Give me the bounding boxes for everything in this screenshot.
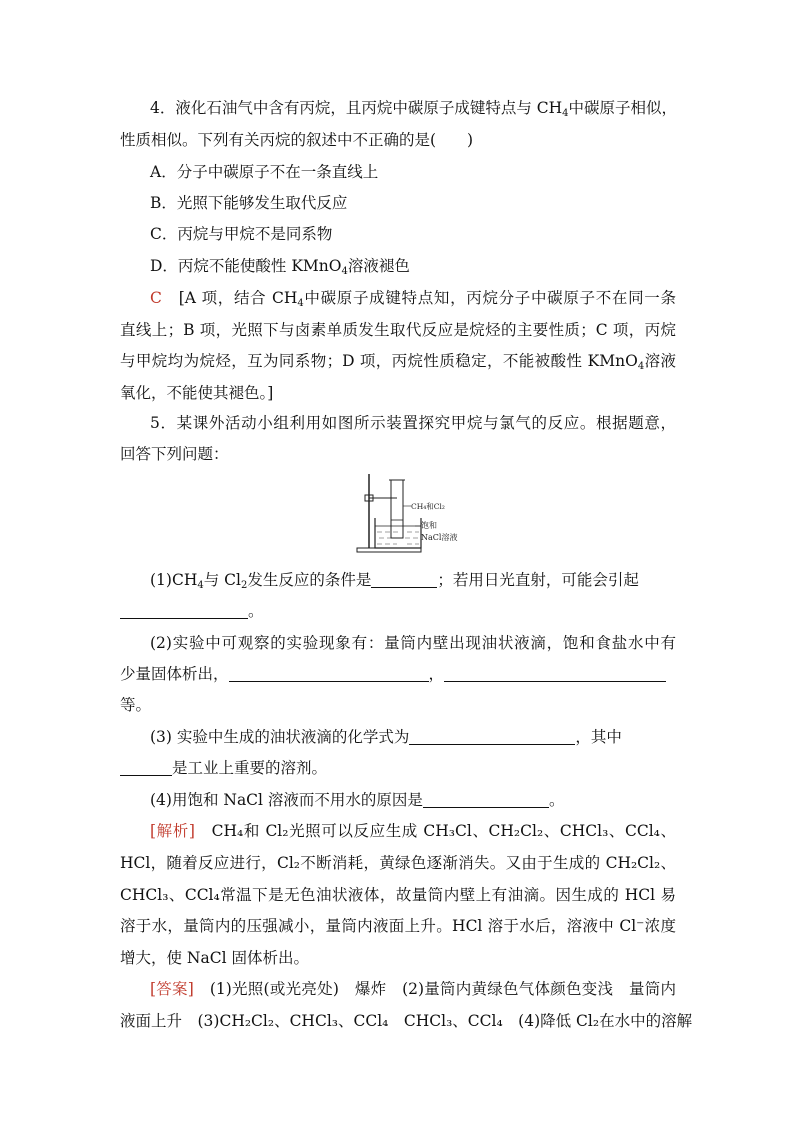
explanation-text: 溶液: [644, 352, 676, 370]
answer-letter: C: [150, 289, 162, 307]
part1-text: 。: [248, 602, 264, 620]
part3-text: 是工业上重要的溶剂。: [172, 759, 328, 777]
subscript: 4: [197, 580, 204, 591]
option-text: 溶液褪色: [347, 257, 410, 275]
answer-blank[interactable]: [120, 759, 172, 776]
q4-explanation-line-1: [150, 288, 676, 308]
answer-line-1: [150, 979, 676, 999]
explanation-text: 与甲烷均为烷烃，互为同系物；D 项，丙烷性质稳定，不能被酸性 KMnO: [120, 352, 638, 370]
q5-stem-line-1: 5．某课外活动小组利用如图所示装置探究甲烷与氯气的反应。根据题意，: [150, 414, 676, 432]
q5-part2-line-3: 等。: [120, 696, 152, 714]
q4-option-b: B．光照下能够发生取代反应: [150, 194, 348, 212]
figure-label-solution-2: NaCl溶液: [421, 533, 458, 542]
part2-text: ，: [428, 665, 445, 683]
analysis-line-1: [150, 821, 676, 841]
q4-option-d: [150, 256, 676, 276]
option-text: D．丙烷不能使酸性 KMnO: [150, 257, 342, 275]
part3-text: ，其中: [575, 728, 622, 746]
analysis-line-5: 增大，使 NaCl 固体析出。: [120, 949, 309, 967]
q4-stem-text: 中碳原子相似，: [568, 99, 678, 117]
part3-text: (3) 实验中生成的油状液滴的化学式为: [150, 728, 410, 746]
q5-stem-line-2: 回答下列问题：: [120, 445, 229, 463]
figure-label-solution-1: 饱和: [421, 521, 437, 530]
part1-text: (1)CH: [150, 571, 198, 589]
part1-text: ；若用日光直射，可能会引起: [437, 571, 639, 589]
subscript: 4: [637, 361, 645, 372]
q4-option-c: C．丙烷与甲烷不是同系物: [150, 225, 333, 243]
part1-text: 发生反应的条件是: [247, 571, 372, 589]
answer-blank[interactable]: [229, 665, 429, 682]
subscript: 4: [562, 108, 569, 119]
answer-line-2: 液面上升 (3)CH₂Cl₂、CHCl₃、CCl₄ CHCl₃、CCl₄ (4)降低 Cl₂在水中的溶解: [120, 1012, 693, 1030]
q4-option-a: A．分子中碳原子不在一条直线上: [150, 163, 379, 181]
analysis-line-4: 溶于水，量筒内的压强减小，量筒内液面上升。HCl 溶于水后，溶液中 Cl⁻浓度: [120, 917, 676, 935]
analysis-tag: [解析]: [150, 822, 195, 840]
part4-text: (4)用饱和 NaCl 溶液而不用水的原因是: [150, 791, 423, 809]
answer-blank[interactable]: [409, 728, 575, 745]
subscript: 2: [240, 580, 248, 591]
q5-part4-line: [150, 790, 676, 810]
answer-tag: [答案]: [150, 980, 194, 998]
q5-part2-line-1: (2)实验中可观察的实验现象有：量筒内壁出现油状液滴，饱和食盐水中有: [150, 634, 676, 652]
q5-part1-line-2: [120, 601, 676, 621]
answer-blank[interactable]: [371, 571, 437, 588]
subscript: 4: [297, 298, 304, 309]
analysis-text: CH₄和 Cl₂光照可以反应生成 CH₃Cl、CH₂Cl₂、CHCl₃、CCl₄、: [211, 822, 676, 840]
q5-part3-line-2: [120, 758, 676, 778]
q5-part1-line-1: [150, 570, 676, 590]
answer-blank[interactable]: [120, 602, 248, 619]
answer-blank[interactable]: [423, 791, 549, 808]
part1-text: 与 Cl: [203, 571, 241, 589]
q4-stem-line-1: [150, 98, 676, 118]
q4-explanation-line-4: 氧化，不能使其褪色。]: [120, 384, 274, 402]
q4-explanation-line-3: [120, 351, 676, 371]
part2-text: 少量固体析出，: [120, 665, 229, 683]
analysis-line-3: CHCl₃、CCl₄常温下是无色油状液体，故量筒内壁上有油滴。因生成的 HCl 易: [120, 886, 676, 904]
apparatus-figure: [355, 470, 475, 556]
explanation-text: 中碳原子成键特点知，丙烷分子中碳原子不在同一条: [303, 289, 676, 307]
q4-stem-text: 4．液化石油气中含有丙烷，且丙烷中碳原子成键特点与 CH: [150, 99, 563, 117]
q4-explanation-line-2: 直线上；B 项，光照下与卤素单质发生取代反应是烷烃的主要性质；C 项，丙烷: [120, 321, 676, 339]
part4-text: 。: [548, 791, 565, 809]
answer-blank[interactable]: [444, 665, 666, 682]
subscript: 4: [341, 266, 348, 277]
analysis-line-2: HCl，随着反应进行，Cl₂不断消耗，黄绿色逐渐消失。又由于生成的 CH₂Cl₂、: [120, 854, 676, 872]
explanation-text: [A 项，结合 CH: [178, 289, 298, 307]
figure-label-gas: CH₄和Cl₂: [411, 502, 445, 511]
answer-text: (1)光照(或光亮处) 爆炸 (2)量筒内黄绿色气体颜色变浅 量筒内: [209, 980, 676, 998]
q5-part3-line-1: [150, 727, 676, 747]
q4-stem-line-2: 性质相似。下列有关丙烷的叙述中不正确的是( ): [120, 131, 474, 149]
apparatus-drawing: [355, 470, 475, 556]
q5-part2-line-2: [120, 664, 676, 684]
